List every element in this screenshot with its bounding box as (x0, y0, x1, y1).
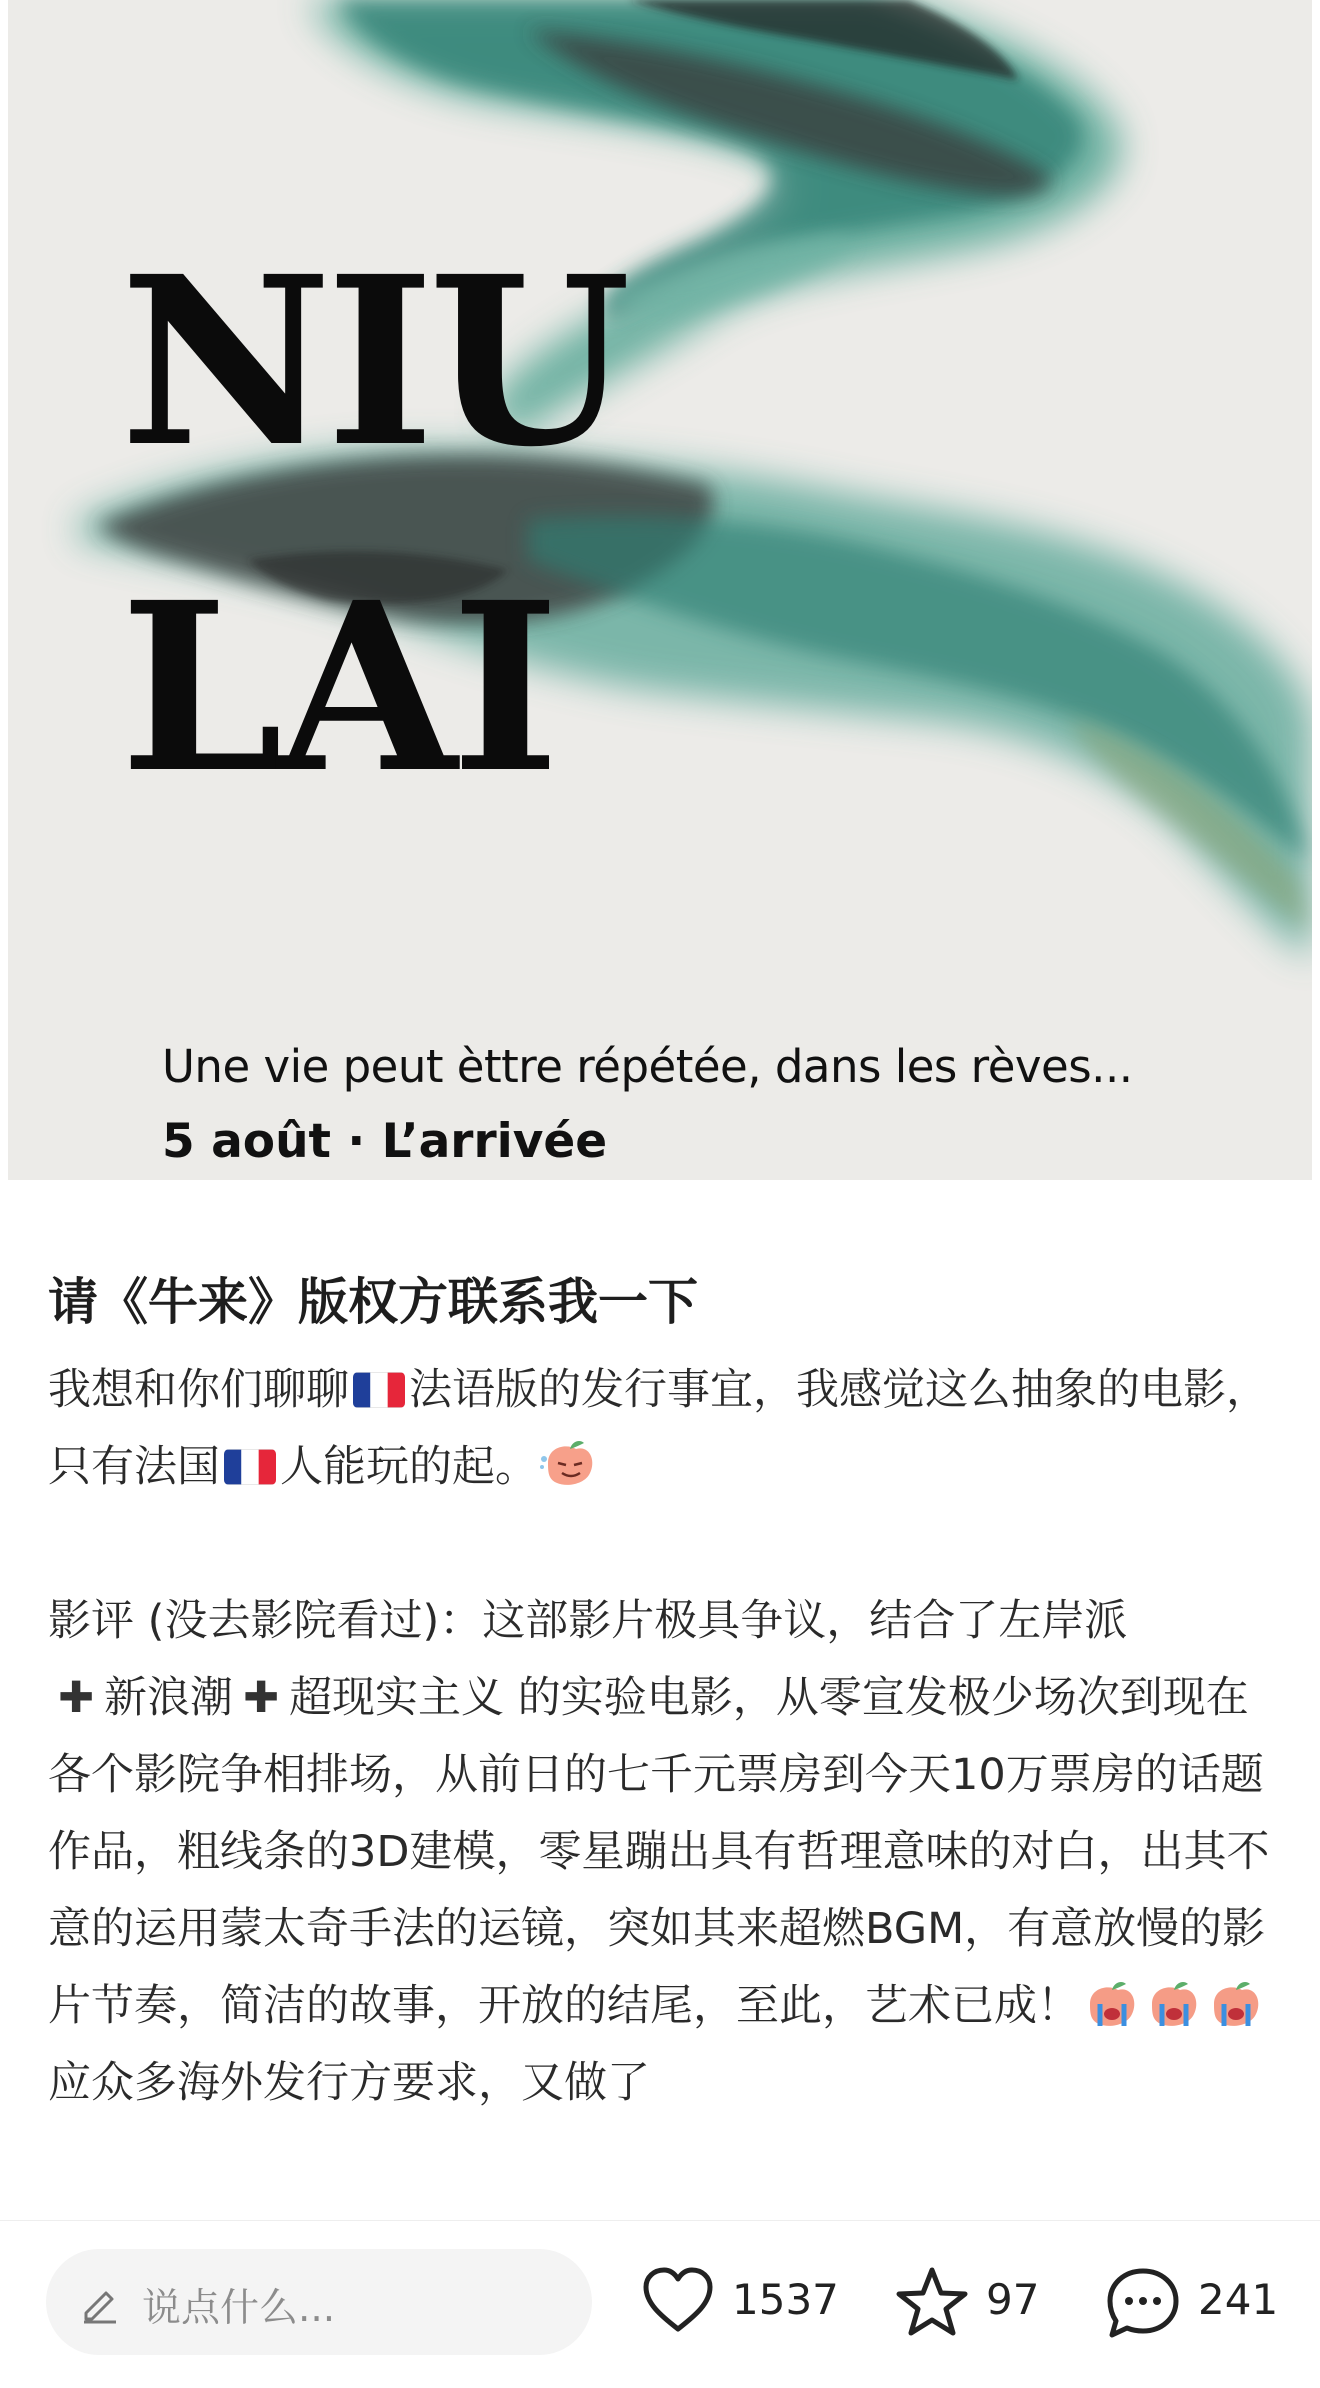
paragraph-2 (48, 1583, 1288, 2045)
peach-emoji-icon (540, 1439, 598, 1491)
bottom-action-bar (0, 2220, 1320, 2388)
p2-text-c: 超现实主义 的实验电影，从零宣发极少场次到现在各个影院争相排场，从前日的七千元票房到今天10万票房的话题作品，粗线条的3D建模，零星蹦出具有哲理意味的对白，出其不意的运用蒙太奇手法的运镜，突如其来超燃BGM，有意放慢的影片节奏，简洁的故事，开放的结尾，至此，艺术已成！ (48, 1673, 1270, 2031)
paragraph-1 (48, 1352, 1288, 1506)
plus-icon: ✚ (58, 1673, 95, 1723)
post-title: 请《牛来》版权方联系我一下 (48, 1273, 698, 1331)
plus-icon: ✚ (243, 1673, 280, 1723)
france-flag-icon (224, 1449, 276, 1485)
poster-image[interactable] (8, 0, 1312, 1180)
poster-tagline: Une vie peut èttre répétée, dans les rèves... (162, 1040, 1133, 1093)
favorite-count: 97 (986, 2275, 1040, 2324)
comment-count: 241 (1198, 2275, 1279, 2324)
p1-text-b: 法语版的发行事宜，我感觉这么抽象的电影，只有法国 (48, 1365, 1269, 1492)
poster-release-date: 5 août · L’arrivée (162, 1114, 608, 1169)
p1-text-c: 人能玩的起。 (280, 1442, 538, 1492)
post-body (48, 1352, 1288, 2122)
pen-icon (76, 2279, 122, 2325)
p2-text-a: 影评 (没去影院看过)：这部影片极具争议，结合了左岸派 (48, 1596, 1128, 1646)
crying-peach-emoji-icon (1206, 1978, 1264, 2030)
crying-peach-emoji-icon (1144, 1978, 1202, 2030)
poster-title-line2: LAI (120, 551, 554, 824)
france-flag-icon (353, 1372, 405, 1408)
heart-icon (640, 2265, 716, 2335)
p2-text-b: 新浪潮 (104, 1673, 234, 1723)
poster-title-line1: NIU (120, 225, 625, 498)
comment-input[interactable] (46, 2249, 592, 2355)
p1-text-a: 我想和你们聊聊 (48, 1365, 349, 1415)
crying-peach-emoji-icon (1082, 1978, 1140, 2030)
like-button[interactable] (640, 2265, 840, 2345)
star-icon (894, 2265, 970, 2339)
like-count: 1537 (732, 2275, 839, 2324)
comment-placeholder: 说点什么... (142, 2286, 336, 2331)
favorite-button[interactable] (894, 2265, 1054, 2345)
comment-bubble-icon (1104, 2265, 1182, 2341)
paragraph-3: 应众多海外发行方要求，又做了 (48, 2058, 650, 2108)
comment-button[interactable] (1104, 2265, 1284, 2345)
